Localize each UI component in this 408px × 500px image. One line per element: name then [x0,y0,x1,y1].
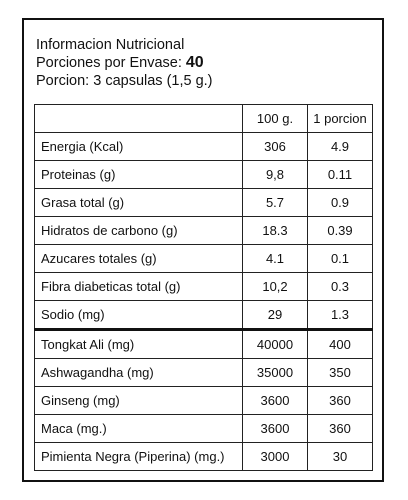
row-name: Grasa total (g) [35,189,243,217]
row-per-portion: 0.39 [308,217,373,245]
table-row [35,273,373,301]
table-row [35,245,373,273]
servings-label: Porciones por Envase: [36,55,182,71]
row-per100: 18.3 [243,217,308,245]
portion-line: Porcion: 3 capsulas (1,5 g.) [36,73,213,89]
row-per100: 10,2 [243,273,308,301]
row-name: Hidratos de carbono (g) [35,217,243,245]
row-per100: 3600 [243,387,308,415]
table-row [35,330,373,359]
row-name: Proteinas (g) [35,161,243,189]
row-per-portion: 0.1 [308,245,373,273]
panel-header [36,36,213,90]
table-row [35,359,373,387]
row-per-portion: 30 [308,443,373,471]
row-name: Fibra diabeticas total (g) [35,273,243,301]
table-row [35,415,373,443]
row-per-portion: 0.9 [308,189,373,217]
row-per100: 4.1 [243,245,308,273]
row-per-portion: 0.3 [308,273,373,301]
row-per100: 3000 [243,443,308,471]
row-per100: 5.7 [243,189,308,217]
table-row [35,161,373,189]
table-row [35,189,373,217]
row-name: Maca (mg.) [35,415,243,443]
row-per100: 29 [243,301,308,330]
row-name: Pimienta Negra (Piperina) (mg.) [35,443,243,471]
header-cell-100g: 100 g. [243,105,308,133]
row-name: Azucares totales (g) [35,245,243,273]
servings-line [36,54,213,72]
nutrition-panel [22,18,384,482]
row-name: Ashwagandha (mg) [35,359,243,387]
row-per100: 3600 [243,415,308,443]
row-per100: 306 [243,133,308,161]
row-name: Energia (Kcal) [35,133,243,161]
nutrition-table [34,104,373,471]
row-name: Tongkat Ali (mg) [35,330,243,359]
row-name: Sodio (mg) [35,301,243,330]
row-per100: 40000 [243,330,308,359]
row-per-portion: 360 [308,387,373,415]
row-name: Ginseng (mg) [35,387,243,415]
row-per100: 9,8 [243,161,308,189]
header-cell-portion: 1 porcion [308,105,373,133]
servings-value: 40 [185,54,204,71]
table-row [35,217,373,245]
row-per-portion: 4.9 [308,133,373,161]
table-header-row [35,105,373,133]
header-cell-name [35,105,243,133]
table-row [35,387,373,415]
row-per-portion: 0.11 [308,161,373,189]
row-per-portion: 360 [308,415,373,443]
table-row [35,443,373,471]
row-per-portion: 1.3 [308,301,373,330]
row-per100: 35000 [243,359,308,387]
row-per-portion: 350 [308,359,373,387]
panel-title: Informacion Nutricional [36,37,185,53]
table-row [35,301,373,330]
row-per-portion: 400 [308,330,373,359]
table-row [35,133,373,161]
